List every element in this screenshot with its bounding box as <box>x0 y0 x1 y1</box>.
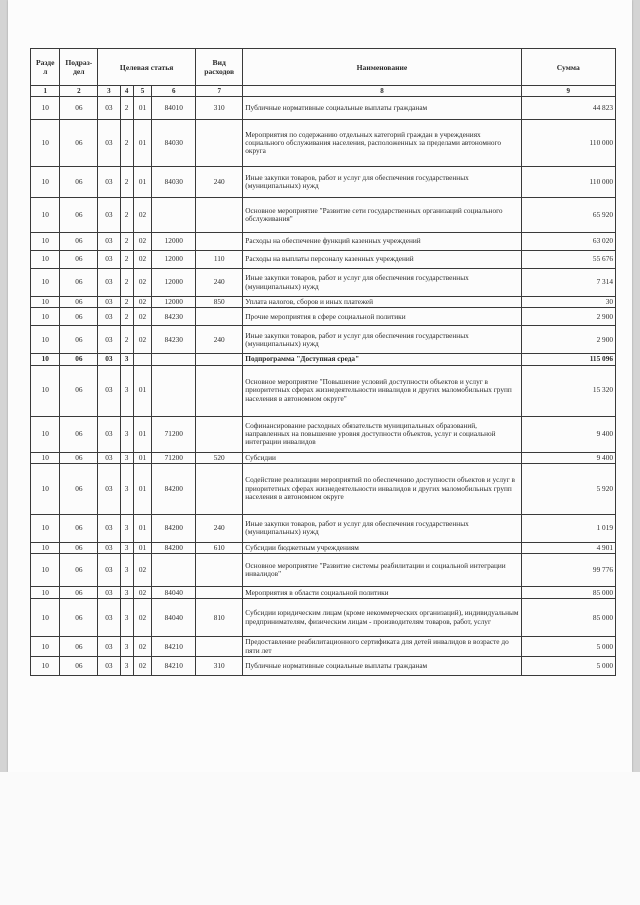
cell-subsection: 06 <box>60 365 98 416</box>
cell-program: 03 <box>98 326 120 354</box>
column-number: 3 <box>98 86 120 97</box>
cell-name: Расходы на выплаты персоналу казенных учреждений <box>243 251 521 269</box>
cell-section: 10 <box>31 120 60 167</box>
cell-subsection: 06 <box>60 452 98 463</box>
cell-name: Иные закупки товаров, работ и услуг для обеспечения государственных (муниципальных) нужд <box>243 167 521 198</box>
cell-program: 03 <box>98 308 120 326</box>
cell-subprogram: 3 <box>120 542 133 553</box>
cell-program: 03 <box>98 198 120 233</box>
cell-expense-type: 610 <box>196 542 243 553</box>
cell-name: Субсидии бюджетным учреждениям <box>243 542 521 553</box>
cell-code: 84200 <box>152 463 196 514</box>
cell-name: Субсидии <box>243 452 521 463</box>
table-row <box>31 97 616 120</box>
cell-section: 10 <box>31 251 60 269</box>
column-number: 8 <box>243 86 521 97</box>
header-sum: Сумма <box>521 49 615 86</box>
cell-subsection: 06 <box>60 463 98 514</box>
cell-program: 03 <box>98 167 120 198</box>
cell-code: 84230 <box>152 326 196 354</box>
cell-name: Мероприятия по содержанию отдельных категорий граждан в учреждениях социального обслуживания населения, расположенных за пределами автономного округа <box>243 120 521 167</box>
cell-subprogram: 2 <box>120 120 133 167</box>
cell-subprogram: 2 <box>120 251 133 269</box>
table-row <box>31 308 616 326</box>
cell-event: 02 <box>133 233 152 251</box>
cell-section: 10 <box>31 297 60 308</box>
cell-expense-type <box>196 637 243 657</box>
cell-event: 02 <box>133 326 152 354</box>
cell-program: 03 <box>98 657 120 676</box>
cell-expense-type <box>196 554 243 587</box>
column-number: 2 <box>60 86 98 97</box>
cell-subsection: 06 <box>60 120 98 167</box>
cell-sum: 115 096 <box>521 354 615 365</box>
cell-sum: 5 000 <box>521 657 615 676</box>
cell-program: 03 <box>98 354 120 365</box>
table-row <box>31 599 616 637</box>
cell-name: Мероприятия в области социальной политики <box>243 587 521 599</box>
table-row <box>31 416 616 452</box>
cell-section: 10 <box>31 97 60 120</box>
cell-event: 02 <box>133 251 152 269</box>
cell-code <box>152 354 196 365</box>
cell-program: 03 <box>98 269 120 297</box>
cell-expense-type: 850 <box>196 297 243 308</box>
cell-code: 84210 <box>152 657 196 676</box>
cell-code: 84040 <box>152 599 196 637</box>
cell-subsection: 06 <box>60 308 98 326</box>
cell-name: Софинансирование расходных обязательств муниципальных образований, направленных на повышение уровня доступности объектов, услуг и социальной интеграции инвалидов <box>243 416 521 452</box>
cell-subprogram: 3 <box>120 416 133 452</box>
cell-subprogram: 2 <box>120 308 133 326</box>
cell-name: Публичные нормативные социальные выплаты гражданам <box>243 657 521 676</box>
cell-sum: 9 400 <box>521 416 615 452</box>
table-row <box>31 167 616 198</box>
cell-event <box>133 354 152 365</box>
cell-program: 03 <box>98 463 120 514</box>
cell-subsection: 06 <box>60 198 98 233</box>
cell-code: 84200 <box>152 542 196 553</box>
cell-subprogram: 3 <box>120 637 133 657</box>
cell-event: 02 <box>133 308 152 326</box>
table-row <box>31 657 616 676</box>
cell-code: 84030 <box>152 120 196 167</box>
cell-event: 01 <box>133 514 152 542</box>
cell-sum: 5 920 <box>521 463 615 514</box>
table-row <box>31 269 616 297</box>
cell-section: 10 <box>31 198 60 233</box>
cell-section: 10 <box>31 354 60 365</box>
cell-event: 02 <box>133 587 152 599</box>
cell-code: 12000 <box>152 233 196 251</box>
cell-expense-type <box>196 308 243 326</box>
cell-subsection: 06 <box>60 554 98 587</box>
cell-expense-type: 810 <box>196 599 243 637</box>
cell-code: 12000 <box>152 251 196 269</box>
cell-code: 84230 <box>152 308 196 326</box>
cell-subsection: 06 <box>60 542 98 553</box>
cell-section: 10 <box>31 308 60 326</box>
cell-sum: 15 320 <box>521 365 615 416</box>
cell-program: 03 <box>98 251 120 269</box>
cell-subsection: 06 <box>60 514 98 542</box>
cell-sum: 110 000 <box>521 120 615 167</box>
table-row <box>31 326 616 354</box>
table-row <box>31 233 616 251</box>
cell-program: 03 <box>98 554 120 587</box>
cell-program: 03 <box>98 365 120 416</box>
cell-subsection: 06 <box>60 269 98 297</box>
cell-subsection: 06 <box>60 657 98 676</box>
cell-program: 03 <box>98 297 120 308</box>
cell-subsection: 06 <box>60 599 98 637</box>
cell-sum: 110 000 <box>521 167 615 198</box>
cell-expense-type: 310 <box>196 657 243 676</box>
header-target-article: Целевая статья <box>98 49 196 86</box>
cell-event: 01 <box>133 97 152 120</box>
cell-name: Уплата налогов, сборов и иных платежей <box>243 297 521 308</box>
cell-subsection: 06 <box>60 167 98 198</box>
cell-subsection: 06 <box>60 416 98 452</box>
cell-name: Предоставление реабилитационного сертификата для детей инвалидов в возрасте до пяти лет <box>243 637 521 657</box>
cell-subprogram: 3 <box>120 365 133 416</box>
cell-section: 10 <box>31 167 60 198</box>
cell-expense-type <box>196 233 243 251</box>
cell-section: 10 <box>31 416 60 452</box>
cell-sum: 30 <box>521 297 615 308</box>
cell-code: 84200 <box>152 514 196 542</box>
cell-event: 02 <box>133 637 152 657</box>
table-row <box>31 354 616 365</box>
cell-name: Иные закупки товаров, работ и услуг для обеспечения государственных (муниципальных) нужд <box>243 326 521 354</box>
table-row <box>31 452 616 463</box>
column-number: 5 <box>133 86 152 97</box>
page-bottom-margin <box>0 772 640 905</box>
cell-subprogram: 3 <box>120 514 133 542</box>
cell-code <box>152 365 196 416</box>
cell-subsection: 06 <box>60 326 98 354</box>
cell-code: 12000 <box>152 297 196 308</box>
cell-name: Содействие реализации мероприятий по обеспечению доступности объектов и услуг в приоритетных сферах жизнедеятельности инвалидов и других маломобильных групп населения в автономном округе <box>243 463 521 514</box>
cell-subprogram: 3 <box>120 554 133 587</box>
header-subsection: Подраз- дел <box>60 49 98 86</box>
table-row <box>31 365 616 416</box>
cell-program: 03 <box>98 587 120 599</box>
budget-table <box>30 48 616 676</box>
cell-name: Основное мероприятие "Развитие системы реабилитации и социальной интеграции инвалидов" <box>243 554 521 587</box>
cell-subprogram: 2 <box>120 269 133 297</box>
table-row <box>31 198 616 233</box>
cell-expense-type <box>196 416 243 452</box>
header-expense-type: Вид расходов <box>196 49 243 86</box>
cell-subprogram: 2 <box>120 233 133 251</box>
cell-program: 03 <box>98 120 120 167</box>
column-number: 1 <box>31 86 60 97</box>
cell-expense-type <box>196 463 243 514</box>
cell-event: 02 <box>133 554 152 587</box>
table-row <box>31 637 616 657</box>
cell-sum: 99 776 <box>521 554 615 587</box>
table-body <box>31 97 616 676</box>
cell-event: 02 <box>133 297 152 308</box>
cell-program: 03 <box>98 514 120 542</box>
header-section: Разде л <box>31 49 60 86</box>
cell-code: 84210 <box>152 637 196 657</box>
column-number: 9 <box>521 86 615 97</box>
cell-section: 10 <box>31 463 60 514</box>
column-number: 4 <box>120 86 133 97</box>
table-row <box>31 251 616 269</box>
table-header-row <box>31 49 616 86</box>
cell-section: 10 <box>31 542 60 553</box>
cell-code: 84040 <box>152 587 196 599</box>
cell-name: Публичные нормативные социальные выплаты гражданам <box>243 97 521 120</box>
table-row <box>31 554 616 587</box>
cell-section: 10 <box>31 269 60 297</box>
cell-name: Подпрограмма "Доступная среда" <box>243 354 521 365</box>
column-number: 6 <box>152 86 196 97</box>
cell-sum: 2 900 <box>521 308 615 326</box>
column-number-row <box>31 86 616 97</box>
cell-name: Основное мероприятие "Повышение условий доступности объектов и услуг в приоритетных сферах жизнедеятельности инвалидов и других маломобильных групп населения в автономном округе" <box>243 365 521 416</box>
cell-subsection: 06 <box>60 354 98 365</box>
cell-event: 01 <box>133 120 152 167</box>
cell-subsection: 06 <box>60 637 98 657</box>
cell-sum: 2 900 <box>521 326 615 354</box>
cell-event: 02 <box>133 198 152 233</box>
header-name: Наименование <box>243 49 521 86</box>
cell-subsection: 06 <box>60 233 98 251</box>
cell-sum: 63 020 <box>521 233 615 251</box>
cell-expense-type <box>196 365 243 416</box>
cell-program: 03 <box>98 637 120 657</box>
cell-code: 12000 <box>152 269 196 297</box>
cell-section: 10 <box>31 365 60 416</box>
cell-subprogram: 3 <box>120 587 133 599</box>
cell-name: Основное мероприятие "Развитие сети государственных организаций социального обслуживания" <box>243 198 521 233</box>
cell-expense-type: 240 <box>196 269 243 297</box>
cell-program: 03 <box>98 97 120 120</box>
cell-subprogram: 3 <box>120 452 133 463</box>
cell-subprogram: 3 <box>120 657 133 676</box>
table-row <box>31 297 616 308</box>
cell-program: 03 <box>98 542 120 553</box>
cell-subprogram: 3 <box>120 599 133 637</box>
cell-code <box>152 554 196 587</box>
column-number: 7 <box>196 86 243 97</box>
cell-name: Прочие мероприятия в сфере социальной политики <box>243 308 521 326</box>
cell-expense-type <box>196 198 243 233</box>
table-row <box>31 587 616 599</box>
cell-event: 01 <box>133 365 152 416</box>
cell-section: 10 <box>31 657 60 676</box>
cell-expense-type: 240 <box>196 167 243 198</box>
cell-sum: 9 400 <box>521 452 615 463</box>
cell-subsection: 06 <box>60 97 98 120</box>
cell-subprogram: 2 <box>120 167 133 198</box>
cell-expense-type <box>196 587 243 599</box>
cell-event: 01 <box>133 416 152 452</box>
cell-expense-type <box>196 120 243 167</box>
cell-section: 10 <box>31 599 60 637</box>
cell-expense-type: 110 <box>196 251 243 269</box>
cell-section: 10 <box>31 514 60 542</box>
cell-subprogram: 3 <box>120 463 133 514</box>
cell-event: 01 <box>133 542 152 553</box>
cell-expense-type: 240 <box>196 514 243 542</box>
cell-subprogram: 2 <box>120 297 133 308</box>
cell-program: 03 <box>98 416 120 452</box>
table-row <box>31 514 616 542</box>
cell-name: Иные закупки товаров, работ и услуг для обеспечения государственных (муниципальных) нужд <box>243 514 521 542</box>
cell-expense-type: 520 <box>196 452 243 463</box>
cell-subsection: 06 <box>60 297 98 308</box>
cell-program: 03 <box>98 599 120 637</box>
cell-name: Субсидии юридическим лицам (кроме некоммерческих организаций), индивидуальным предпринимателям, физическим лицам - производителям товаров, работ, услуг <box>243 599 521 637</box>
cell-event: 01 <box>133 463 152 514</box>
cell-subprogram: 2 <box>120 198 133 233</box>
cell-program: 03 <box>98 452 120 463</box>
cell-sum: 7 314 <box>521 269 615 297</box>
cell-code: 71200 <box>152 452 196 463</box>
cell-program: 03 <box>98 233 120 251</box>
cell-subprogram: 2 <box>120 326 133 354</box>
cell-expense-type <box>196 354 243 365</box>
cell-code: 84010 <box>152 97 196 120</box>
table-row <box>31 463 616 514</box>
cell-event: 02 <box>133 599 152 637</box>
cell-event: 02 <box>133 657 152 676</box>
cell-subprogram: 2 <box>120 97 133 120</box>
cell-expense-type: 240 <box>196 326 243 354</box>
cell-code: 84030 <box>152 167 196 198</box>
cell-event: 01 <box>133 167 152 198</box>
cell-section: 10 <box>31 326 60 354</box>
cell-sum: 85 000 <box>521 587 615 599</box>
cell-section: 10 <box>31 637 60 657</box>
table-row <box>31 542 616 553</box>
cell-sum: 4 901 <box>521 542 615 553</box>
cell-code <box>152 198 196 233</box>
cell-section: 10 <box>31 452 60 463</box>
cell-expense-type: 310 <box>196 97 243 120</box>
cell-event: 02 <box>133 269 152 297</box>
cell-event: 01 <box>133 452 152 463</box>
cell-sum: 65 920 <box>521 198 615 233</box>
cell-sum: 44 823 <box>521 97 615 120</box>
cell-sum: 1 019 <box>521 514 615 542</box>
cell-subsection: 06 <box>60 251 98 269</box>
cell-subprogram: 3 <box>120 354 133 365</box>
cell-subsection: 06 <box>60 587 98 599</box>
cell-sum: 55 676 <box>521 251 615 269</box>
cell-code: 71200 <box>152 416 196 452</box>
cell-sum: 5 000 <box>521 637 615 657</box>
cell-section: 10 <box>31 554 60 587</box>
cell-section: 10 <box>31 233 60 251</box>
cell-name: Иные закупки товаров, работ и услуг для обеспечения государственных (муниципальных) нужд <box>243 269 521 297</box>
cell-sum: 85 000 <box>521 599 615 637</box>
cell-name: Расходы на обеспечение функций казенных учреждений <box>243 233 521 251</box>
cell-section: 10 <box>31 587 60 599</box>
table-row <box>31 120 616 167</box>
